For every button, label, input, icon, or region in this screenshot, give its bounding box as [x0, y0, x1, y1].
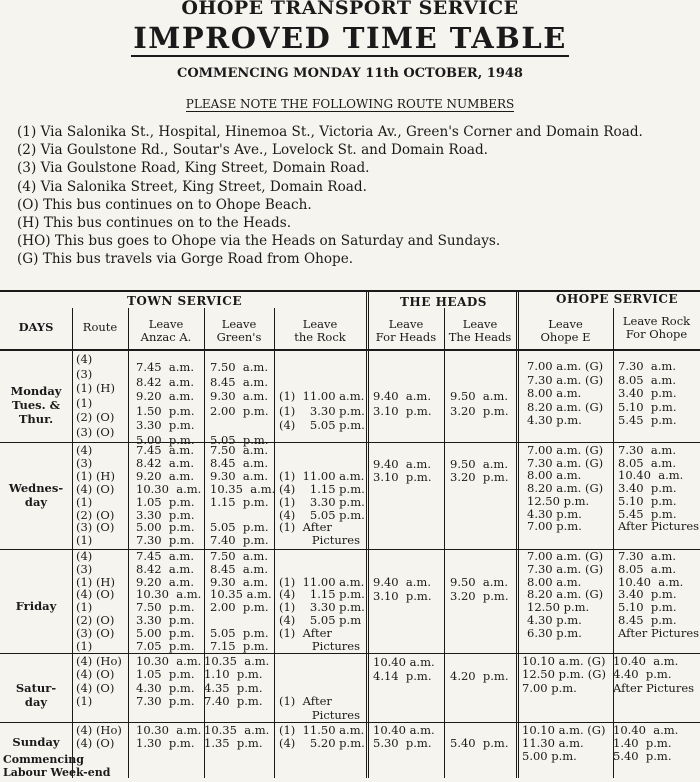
- rock-for-ohope-cell: 7.30 a.m. 8.05 a.m. 10.40 a.m. 3.40 p.m. 5.10 p.m. 8.45 p.m. After Pictures: [618, 549, 700, 640]
- the-heads-cell: 9.50 a.m. 3.20 p.m.: [450, 456, 509, 484]
- footer-note: Commencing Labour Week-end: [3, 753, 111, 779]
- route-cell: (4) (Ho) (4) (O): [76, 723, 122, 751]
- greens-cell: 7.50 a.m. 8.45 a.m. 9.30 a.m. 10.35 a.m. 2.00 p.m. 5.05 p.m. 7.15 p.m.: [210, 549, 272, 653]
- col-leave-ohope-e: Leave Ohope E: [540, 317, 591, 344]
- greens-cell: 10.35 a.m. 1.10 p.m. 4.35 p.m. 7.40 p.m.: [204, 654, 270, 709]
- greens-cell: 7.50 a.m. 8.45 a.m. 9.30 a.m. 2.00 p.m. 5.05 p.m.: [210, 360, 269, 447]
- col-leave-rock-for-ohope: Leave Rock For Ohope: [622, 314, 691, 341]
- row-day-label: Wednes- day: [8, 481, 64, 509]
- col-leave-anzac: Leave Anzac A.: [140, 317, 192, 344]
- rock-cell: (1) 11.00 a.m. (1) 3.30 p.m. (4) 5.05 p.m.: [279, 389, 365, 433]
- for-heads-cell: 9.40 a.m. 3.10 p.m.: [373, 456, 432, 484]
- the-heads-cell: 9.50 a.m. 3.20 p.m.: [450, 389, 509, 418]
- commencing-date: COMMENCING MONDAY 11th OCTOBER, 1948: [177, 66, 523, 81]
- ohope-e-cell: 7.00 a.m. (G) 7.30 a.m. (G) 8.00 a.m. 8.20 a.m. (G) 4.30 p.m.: [527, 359, 604, 428]
- col-rule: [613, 308, 614, 778]
- rock-for-ohope-cell: 7.30 a.m. 8.05 a.m. 10.40 a.m. 3.40 p.m. 5.10 p.m. 5.45 p.m. After Pictures: [618, 443, 700, 534]
- route-cell: (4) (3) (1) (H) (1) (2) (O) (3) (O): [76, 352, 115, 439]
- group-the-heads: THE HEADS: [400, 295, 487, 309]
- row-day-label: Monday Tues. & Thur.: [10, 384, 62, 426]
- route-cell: (4) (3) (1) (H) (4) (O) (1) (2) (O) (3) (O) (1): [76, 443, 115, 548]
- col-rule: [366, 290, 369, 778]
- col-days: DAYS: [18, 320, 54, 334]
- col-leave-greens: Leave Green's: [216, 317, 262, 344]
- col-leave-for-heads: Leave For Heads: [375, 317, 437, 344]
- col-rule: [72, 308, 73, 778]
- col-leave-rock: Leave the Rock: [294, 317, 346, 344]
- for-heads-cell: 9.40 a.m. 3.10 p.m.: [373, 389, 432, 418]
- anzac-cell: 10.30 a.m. 1.30 p.m.: [136, 723, 202, 751]
- route-cell: (4) (3) (1) (H) (4) (O) (1) (2) (O) (3) (O) (1): [76, 549, 115, 653]
- route-legend-item: (2) Via Goulstone Rd., Soutar's Ave., Lovelock St. and Domain Road.: [17, 142, 489, 159]
- the-heads-cell: 5.40 p.m.: [450, 736, 509, 751]
- header-rule: [0, 349, 700, 351]
- rock-cell: (1) 11.00 a.m. (4) 1.15 p.m. (1) 3.30 p.m. (4) 5.05 p.m (1) After Pictures: [279, 574, 365, 653]
- greens-cell: 10.35 a.m. 1.35 p.m.: [204, 723, 270, 751]
- row-day-label: Sunday: [12, 735, 60, 749]
- the-heads-cell: 9.50 a.m. 3.20 p.m.: [450, 575, 509, 603]
- ohope-e-cell: 7.00 a.m. (G) 7.30 a.m. (G) 8.00 a.m. 8.20 a.m. (G) 12.50 p.m. 4.30 p.m. 7.00 p.m.: [527, 443, 604, 534]
- route-legend-item: (1) Via Salonika St., Hospital, Hinemoa St., Victoria Av., Green's Corner and Domain Road.: [17, 124, 643, 140]
- ohope-e-cell: 10.10 a.m. (G) 12.50 p.m. (G) 7.00 p.m.: [522, 654, 606, 695]
- route-legend-item: (G) This bus travels via Gorge Road from Ohope.: [17, 251, 354, 268]
- route-legend-item: (4) Via Salonika Street, King Street, Domain Road.: [17, 178, 367, 195]
- rock-cell: (1) After Pictures: [279, 694, 360, 722]
- route-note: [0, 97, 700, 111]
- col-leave-the-heads: Leave The Heads: [448, 317, 512, 344]
- anzac-cell: 7.45 a.m. 8.42 a.m. 9.20 a.m. 1.50 p.m. 3.30 p.m. 5.00 p.m.: [136, 360, 195, 447]
- col-rule: [516, 290, 519, 778]
- for-heads-cell: 10.40 a.m. 5.30 p.m.: [373, 723, 435, 751]
- group-ohope-service: OHOPE SERVICE: [556, 292, 679, 306]
- route-legend-item: (HO) This bus goes to Ohope via the Heads on Saturday and Sundays.: [17, 233, 501, 250]
- row-day-label: Friday: [15, 599, 57, 613]
- route-note-text: PLEASE NOTE THE FOLLOWING ROUTE NUMBERS: [185, 97, 515, 111]
- for-heads-cell: 9.40 a.m. 3.10 p.m.: [373, 575, 432, 603]
- rock-for-ohope-cell: 10.40 a.m. 1.40 p.m. 5.40 p.m.: [613, 723, 679, 763]
- rock-cell: (1) 11.00 a.m. (4) 1.15 p.m. (1) 3.30 p.m. (4) 5.05 p.m. (1) After Pictures: [279, 468, 365, 548]
- the-heads-cell: 4.20 p.m.: [450, 669, 509, 683]
- rock-for-ohope-cell: 10.40 a.m. 4.40 p.m. After Pictures: [613, 654, 695, 695]
- route-cell: (4) (Ho) (4) (O) (4) (O) (1): [76, 654, 122, 709]
- ohope-e-cell: 7.00 a.m. (G) 7.30 a.m. (G) 8.00 a.m. 8.20 a.m. (G) 12.50 p.m. 4.30 p.m. 6.30 p.m.: [527, 549, 604, 640]
- col-rule: [444, 308, 445, 778]
- route-legend-item: (3) Via Goulstone Road, King Street, Domain Road.: [17, 160, 370, 177]
- for-heads-cell: 10.40 a.m. 4.14 p.m.: [373, 655, 435, 683]
- route-legend-item: (H) This bus continues on to the Heads.: [17, 215, 292, 232]
- greens-cell: 7.50 a.m. 8.45 a.m. 9.30 a.m. 10.35 a.m. 1.15 p.m. 5.05 p.m. 7.40 p.m.: [210, 443, 276, 548]
- anzac-cell: 10.30 a.m. 1.05 p.m. 4.30 p.m. 7.30 p.m.: [136, 654, 202, 709]
- rock-cell: (1) 11.50 a.m. (4) 5.20 p.m.: [279, 723, 365, 751]
- ohope-e-cell: 10.10 a.m. (G) 11.30 a.m. 5.00 p.m.: [522, 723, 606, 763]
- row-day-label: Satur- day: [15, 681, 57, 709]
- col-route: Route: [82, 320, 118, 334]
- org-name: OHOPE TRANSPORT SERVICE: [181, 0, 519, 19]
- anzac-cell: 7.45 a.m. 8.42 a.m. 9.20 a.m. 10.30 a.m. 7.50 p.m. 3.30 p.m. 5.00 p.m. 7.05 p.m.: [136, 549, 202, 653]
- timetable: [0, 288, 700, 782]
- route-legend: [17, 123, 697, 269]
- col-rule: [128, 308, 129, 778]
- group-town-service: TOWN SERVICE: [127, 294, 242, 308]
- rock-for-ohope-cell: 7.30 a.m. 8.05 a.m. 3.40 p.m. 5.10 p.m. 5.45 p.m.: [618, 359, 677, 428]
- route-legend-item: (O) This bus continues on to Ohope Beach.: [17, 196, 312, 213]
- title-text: IMPROVED TIME TABLE: [133, 21, 567, 55]
- anzac-cell: 7.45 a.m. 8.42 a.m. 9.20 a.m. 10.30 a.m. 1.05 p.m. 3.30 p.m. 5.00 p.m. 7.30 p.m.: [136, 443, 202, 548]
- page-title: [0, 21, 700, 55]
